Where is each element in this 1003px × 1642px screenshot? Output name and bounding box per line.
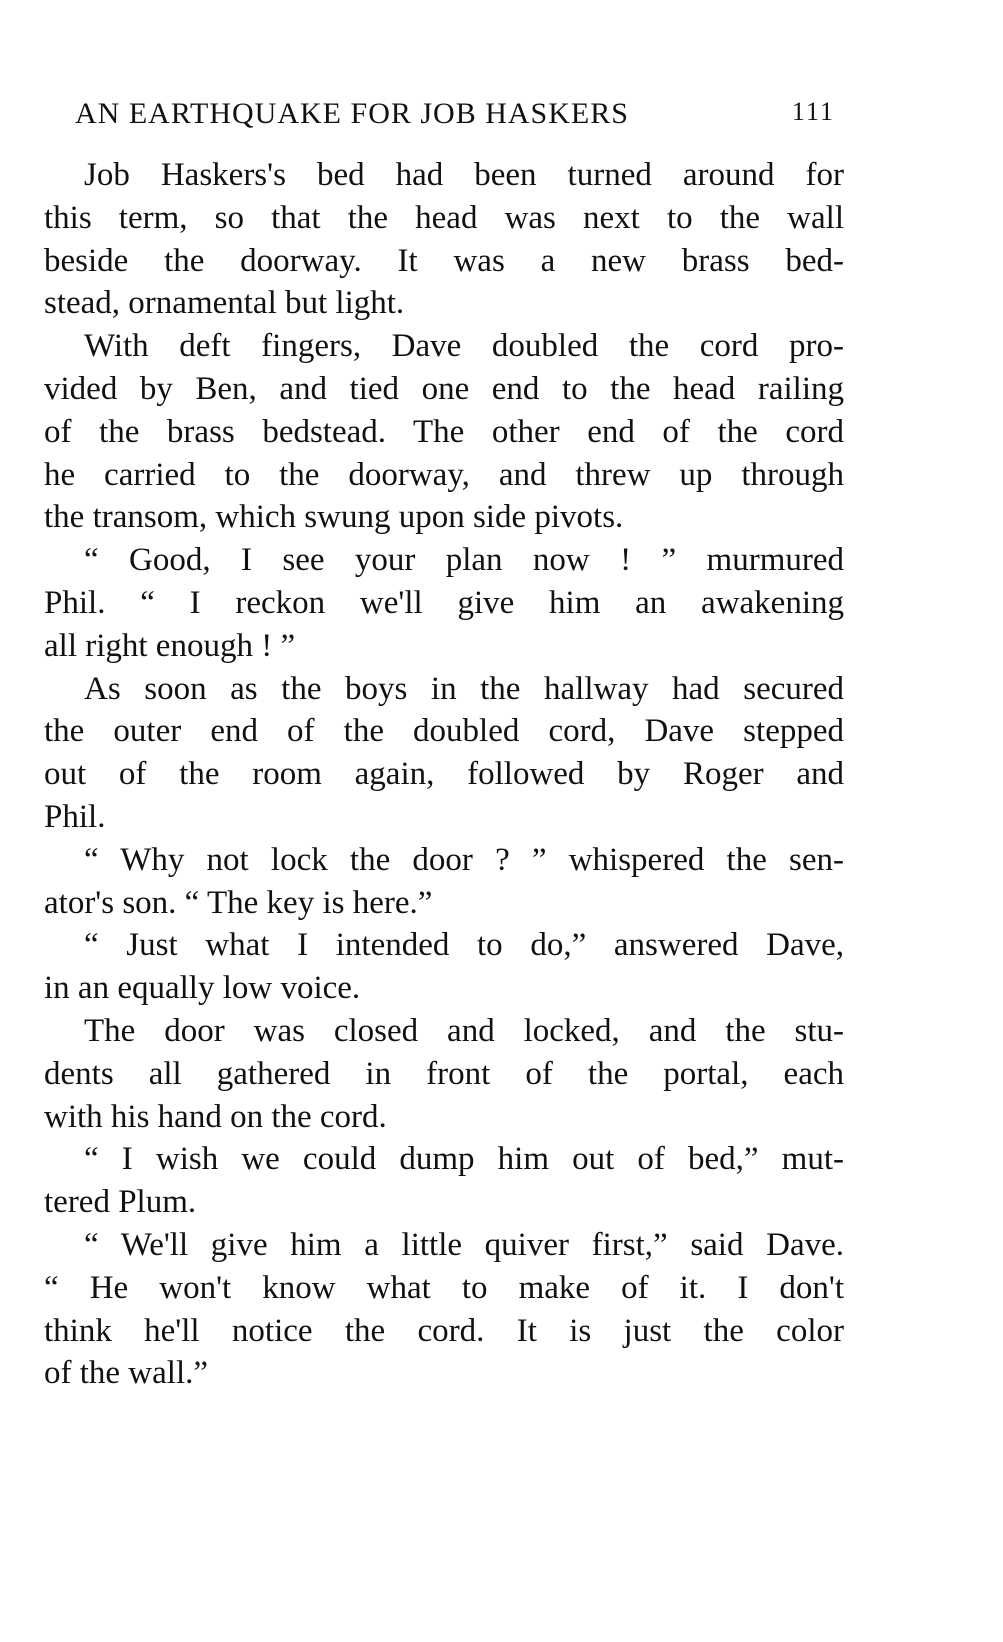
text-line: the transom, which swung upon side pivots. xyxy=(44,499,624,536)
text-line: With deft fingers, Dave doubled the cord pro- xyxy=(84,328,844,365)
text-line: stead, ornamental but light. xyxy=(44,285,405,322)
text-line: Phil. “ I reckon we'll give him an awakening xyxy=(44,584,844,621)
text-line: vided by Ben, and tied one end to the head railing xyxy=(44,370,844,407)
text-line: he carried to the doorway, and threw up through xyxy=(44,456,844,493)
text-line: beside the doorway. It was a new brass bed- xyxy=(44,242,844,279)
text-line: “ He won't know what to make of it. I don't xyxy=(44,1269,844,1306)
text-line: out of the room again, followed by Roger and xyxy=(44,756,844,793)
text-line: Job Haskers's bed had been turned around for xyxy=(84,157,844,193)
text-line: “ We'll give him a little quiver first,” said Dave. xyxy=(84,1226,844,1263)
text-line: this term, so that the head was next to the wall xyxy=(44,199,844,236)
text-line: dents all gathered in front of the portal, each xyxy=(44,1055,844,1092)
text-line: of the wall.” xyxy=(44,1355,209,1392)
text-line: in an equally low voice. xyxy=(44,970,361,1007)
text-line: think he'll notice the cord. It is just the color xyxy=(44,1312,844,1349)
text-line: the outer end of the doubled cord, Dave stepped xyxy=(44,713,844,750)
running-title: AN EARTHQUAKE FOR JOB HASKERS xyxy=(75,97,629,130)
text-line: The door was closed and locked, and the stu- xyxy=(84,1012,844,1049)
text-line: tered Plum. xyxy=(44,1184,197,1221)
text-line: Phil. xyxy=(44,798,106,835)
text-line: with his hand on the cord. xyxy=(44,1098,387,1135)
text-line: As soon as the boys in the hallway had secured xyxy=(84,670,844,707)
page-number: 111 xyxy=(791,97,835,126)
running-head xyxy=(75,97,835,137)
text-line: of the brass bedstead. The other end of the cord xyxy=(44,413,844,450)
text-line: “ Good, I see your plan now ! ” murmured xyxy=(84,542,844,579)
text-line: “ Why not lock the door ? ” whispered the sen- xyxy=(84,841,844,878)
text-line: “ I wish we could dump him out of bed,” mut- xyxy=(84,1141,844,1178)
text-line: all right enough ! ” xyxy=(44,627,296,664)
text-line: “ Just what I intended to do,” answered Dave, xyxy=(84,927,844,964)
text-line: ator's son. “ The key is here.” xyxy=(44,884,433,921)
body-text xyxy=(44,154,844,1395)
